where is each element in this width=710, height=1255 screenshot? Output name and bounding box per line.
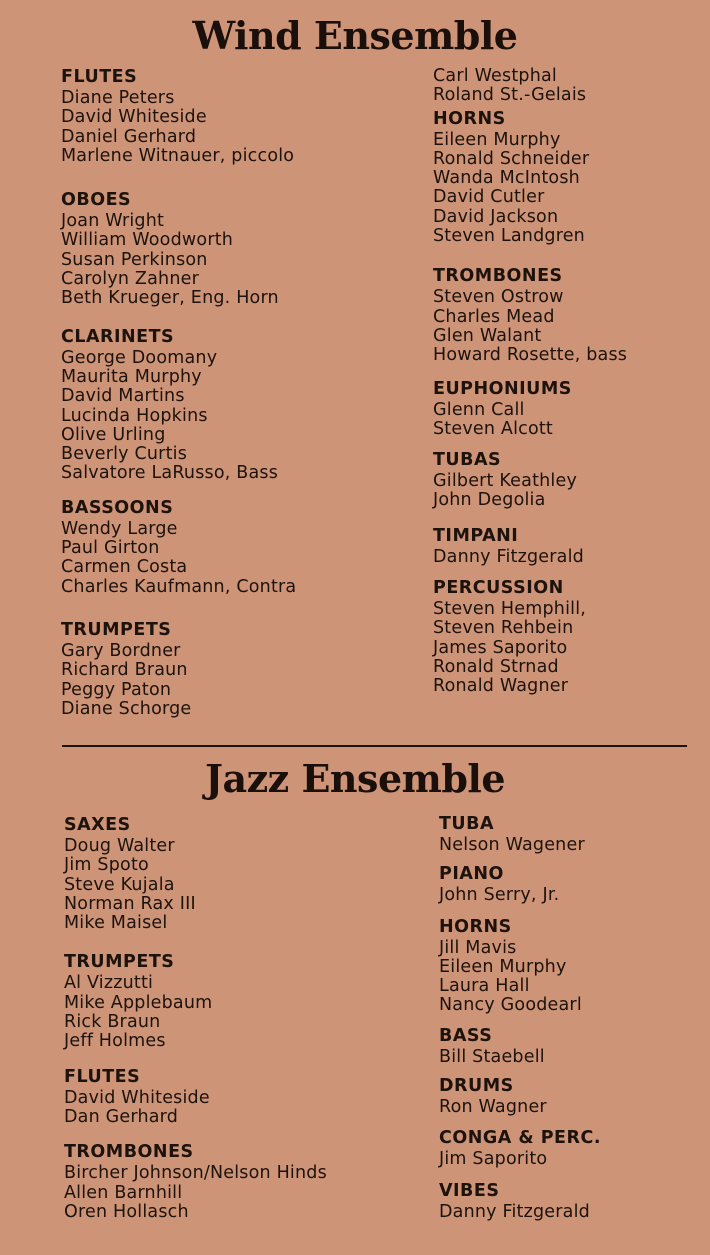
section-heading: PIANO xyxy=(439,864,504,885)
member-list xyxy=(433,548,627,567)
jazz-section-saxes xyxy=(64,814,327,933)
section-heading: FLUTES xyxy=(64,1066,141,1087)
member-list xyxy=(433,401,627,440)
continued-trumpet-list xyxy=(433,67,627,106)
member-name: Danny Fitzgerald xyxy=(439,1201,590,1222)
member-list xyxy=(61,520,296,597)
jazz-left-column xyxy=(64,814,327,1222)
member-name: Doug Walter xyxy=(64,836,175,856)
wind-left-column xyxy=(61,66,296,719)
section-heading: VIBES xyxy=(439,1180,500,1201)
jazz-section-bass xyxy=(439,1025,601,1067)
member-name: Charles Kaufmann, Contra xyxy=(61,576,297,597)
member-name: Joan Wright xyxy=(61,211,165,232)
section-heading: FLUTES xyxy=(61,67,138,87)
member-name: Beth Krueger, Eng. Horn xyxy=(61,288,279,309)
wind-section-flutes xyxy=(61,66,296,166)
section-heading: DRUMS xyxy=(439,1076,514,1097)
section-heading: TRUMPETS xyxy=(64,952,175,973)
member-name: Carmen Costa xyxy=(61,557,188,578)
member-name: Ronald Wagner xyxy=(433,676,569,697)
member-list xyxy=(439,1203,601,1222)
section-divider xyxy=(62,745,687,747)
member-list xyxy=(61,349,296,484)
member-name: George Doomany xyxy=(61,347,218,368)
wind-section-clarinets xyxy=(61,326,296,484)
section-heading: TRUMPETS xyxy=(61,619,172,640)
member-name: Wendy Large xyxy=(61,518,178,539)
section-heading: SAXES xyxy=(64,815,131,835)
member-name: Steve Kujala xyxy=(64,874,175,895)
section-heading: PERCUSSION xyxy=(433,578,564,599)
member-list xyxy=(439,836,601,855)
member-list xyxy=(439,886,601,905)
wind-section-tubas xyxy=(433,449,627,511)
member-list xyxy=(439,1048,601,1067)
member-list xyxy=(433,131,627,247)
section-heading: TUBA xyxy=(439,814,495,834)
member-name: Jeff Holmes xyxy=(64,1031,166,1052)
section-heading: TUBAS xyxy=(433,450,502,471)
member-name: Ronald Strnad xyxy=(433,656,559,677)
member-name: Paul Girton xyxy=(61,538,160,559)
jazz-section-horns xyxy=(439,916,601,1016)
member-name: Marlene Witnauer, piccolo xyxy=(61,145,295,166)
member-name: Diane Schorge xyxy=(61,698,192,719)
section-heading: CLARINETS xyxy=(61,326,175,347)
member-name: Allen Barnhill xyxy=(64,1182,183,1203)
member-name: Glenn Call xyxy=(433,399,525,420)
section-heading: TIMPANI xyxy=(433,525,519,546)
member-name: Wanda McIntosh xyxy=(433,168,580,189)
member-name: Nelson Wagener xyxy=(439,835,585,855)
wind-section-horns xyxy=(433,108,627,247)
member-name: Ron Wagner xyxy=(439,1097,547,1118)
wind-section-euphoniums xyxy=(433,378,627,440)
member-name: Steven Hemphill, xyxy=(433,599,587,620)
wind-ensemble-title: Wind Ensemble xyxy=(192,13,518,58)
member-name: Oren Hollasch xyxy=(64,1201,189,1222)
member-list xyxy=(64,974,327,1051)
member-name: Roland St.-Gelais xyxy=(433,85,587,106)
wind-section-bassoons xyxy=(61,497,296,597)
member-list xyxy=(439,1098,601,1117)
jazz-section-flutes xyxy=(64,1066,327,1128)
member-list xyxy=(433,472,627,511)
member-name: Al Vizzutti xyxy=(64,973,154,994)
member-name: Bill Staebell xyxy=(439,1046,545,1067)
section-heading: EUPHONIUMS xyxy=(433,378,572,399)
member-name: Ronald Schneider xyxy=(433,148,590,169)
member-name: Norman Rax III xyxy=(64,893,196,914)
section-heading: OBOES xyxy=(61,190,132,211)
jazz-section-conga-perc xyxy=(439,1127,601,1169)
jazz-section-trumpets xyxy=(64,951,327,1051)
section-heading: BASS xyxy=(439,1025,493,1046)
jazz-section-tuba xyxy=(439,813,601,855)
member-name: Steven Landgren xyxy=(433,226,585,247)
member-list xyxy=(433,288,627,365)
member-name: David Whiteside xyxy=(61,107,207,128)
member-name: Steven Ostrow xyxy=(433,287,564,308)
member-name: Lucinda Hopkins xyxy=(61,405,208,426)
member-name: Eileen Murphy xyxy=(439,956,567,977)
member-name: David Cutler xyxy=(433,187,545,208)
member-list xyxy=(433,600,627,696)
member-name: Eileen Murphy xyxy=(433,129,561,150)
member-name: David Whiteside xyxy=(64,1087,210,1108)
member-name: Susan Perkinson xyxy=(61,249,208,270)
member-name: Glen Walant xyxy=(433,325,542,346)
member-list xyxy=(64,1164,327,1222)
section-heading: HORNS xyxy=(433,108,506,129)
member-list xyxy=(61,642,296,719)
wind-right-column xyxy=(433,67,627,697)
member-name: John Serry, Jr. xyxy=(439,885,560,906)
member-name: Carolyn Zahner xyxy=(61,269,199,290)
member-name: Steven Alcott xyxy=(433,418,553,439)
wind-section-timpani xyxy=(433,525,627,567)
member-name: Howard Rosette, bass xyxy=(433,345,628,366)
jazz-section-vibes xyxy=(439,1180,601,1222)
wind-section-oboes xyxy=(61,189,296,308)
member-name: Mike Maisel xyxy=(64,913,168,934)
member-name: James Saporito xyxy=(433,637,568,658)
member-name: John Degolia xyxy=(433,490,546,511)
member-list xyxy=(61,89,296,166)
member-name: Dan Gerhard xyxy=(64,1106,179,1127)
member-list xyxy=(61,212,296,308)
wind-section-trumpets xyxy=(61,619,296,719)
member-name: Danny Fitzgerald xyxy=(433,546,584,567)
section-heading: HORNS xyxy=(439,916,512,937)
member-list xyxy=(64,837,327,933)
wind-section-trombones xyxy=(433,265,627,365)
member-name: Gilbert Keathley xyxy=(433,471,578,492)
jazz-section-piano xyxy=(439,863,601,905)
member-name: Steven Rehbein xyxy=(433,618,574,639)
member-name: Diane Peters xyxy=(61,88,175,108)
member-name: William Woodworth xyxy=(61,230,234,251)
member-name: Daniel Gerhard xyxy=(61,126,197,147)
member-name: Beverly Curtis xyxy=(61,444,188,465)
member-name: Olive Urling xyxy=(61,424,166,445)
member-name: Rick Braun xyxy=(64,1012,161,1033)
member-list xyxy=(439,1150,601,1169)
section-heading: CONGA & PERC. xyxy=(439,1128,601,1149)
member-name: Gary Bordner xyxy=(61,640,181,661)
member-list xyxy=(439,939,601,1016)
member-name: Carl Westphal xyxy=(433,66,557,86)
jazz-section-trombones xyxy=(64,1141,327,1222)
member-name: David Jackson xyxy=(433,206,559,227)
section-heading: TROMBONES xyxy=(64,1142,194,1163)
member-name: Maurita Murphy xyxy=(61,366,202,387)
member-name: Peggy Paton xyxy=(61,679,172,700)
member-name: Jim Saporito xyxy=(439,1149,548,1170)
wind-section-percussion xyxy=(433,577,627,696)
member-name: Charles Mead xyxy=(433,306,555,327)
member-name: Mike Applebaum xyxy=(64,992,213,1013)
jazz-right-column xyxy=(439,813,601,1222)
member-name: Bircher Johnson/Nelson Hinds xyxy=(64,1163,327,1184)
member-name: Richard Braun xyxy=(61,660,188,681)
member-name: Jim Spoto xyxy=(64,855,149,876)
section-heading: TROMBONES xyxy=(433,266,563,287)
member-list xyxy=(64,1089,327,1128)
member-name: David Martins xyxy=(61,386,185,407)
jazz-section-drums xyxy=(439,1075,601,1117)
jazz-ensemble-title: Jazz Ensemble xyxy=(204,756,506,801)
member-name: Salvatore LaRusso, Bass xyxy=(61,463,279,484)
section-heading: BASSOONS xyxy=(61,497,174,518)
member-name: Jill Mavis xyxy=(439,937,517,958)
member-name: Nancy Goodearl xyxy=(439,995,582,1016)
member-name: Laura Hall xyxy=(439,976,530,997)
